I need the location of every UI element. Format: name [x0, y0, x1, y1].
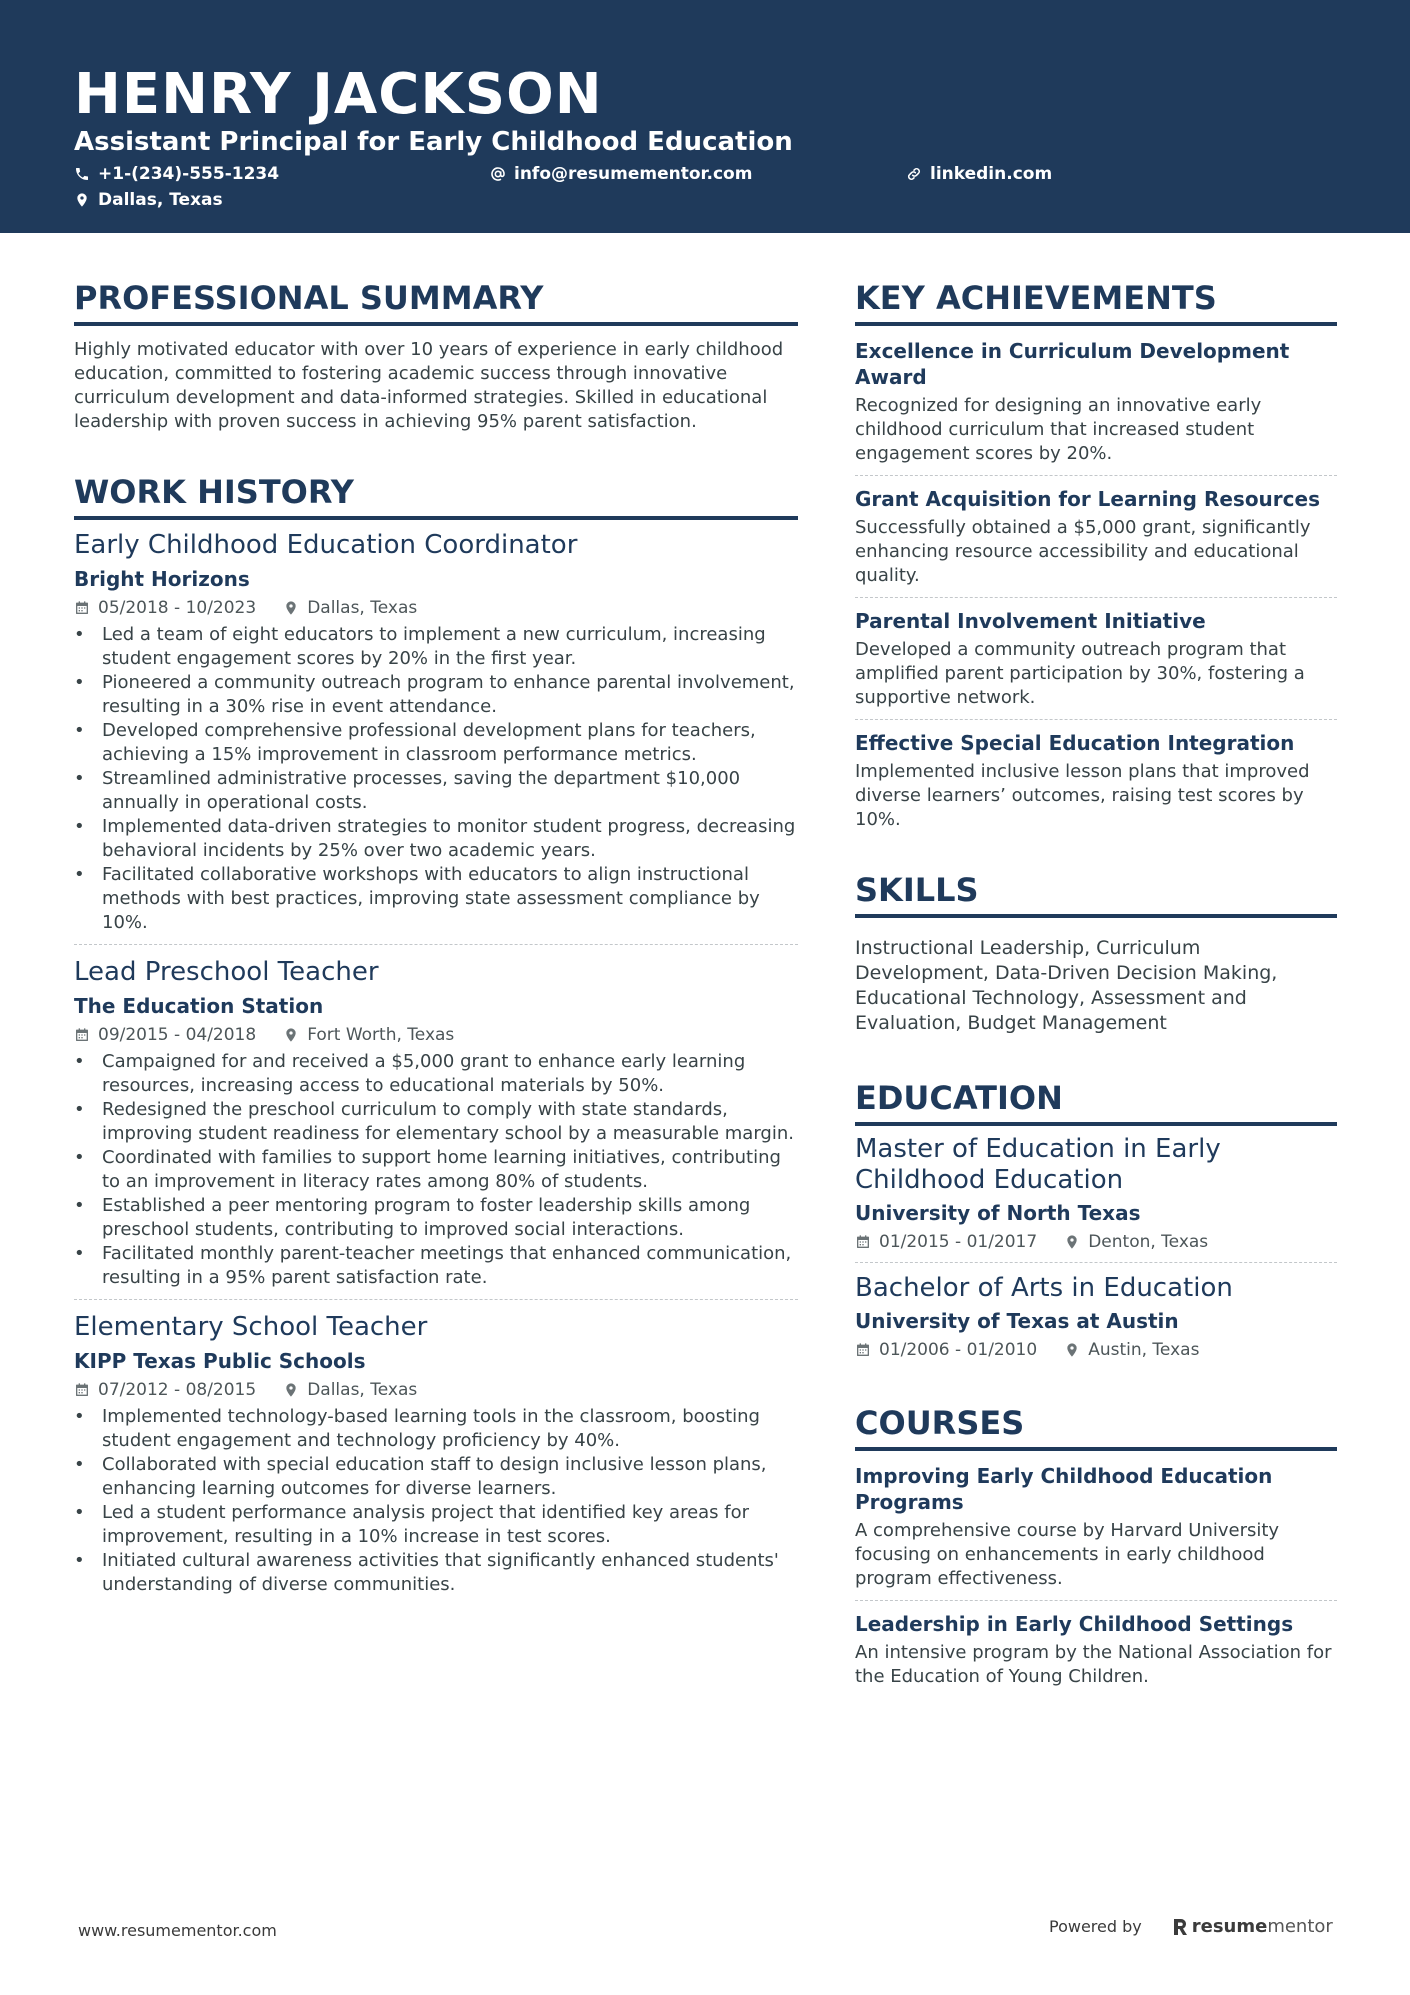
contact-phone	[74, 163, 279, 185]
job-title: Early Childhood Education Coordinator	[74, 530, 578, 560]
right-column	[855, 276, 1337, 1689]
job-entry	[74, 1310, 798, 1597]
school-name: University of Texas at Austin	[855, 1309, 1179, 1333]
divider	[855, 719, 1337, 720]
resume-header	[0, 0, 1410, 233]
summary-section	[74, 276, 798, 434]
achievement-desc: Developed a community outreach program that amplified parent participation by 30%, fostering a supportive network.	[855, 639, 1305, 708]
divider	[74, 1299, 798, 1300]
resumementor-logo-icon	[1172, 1918, 1188, 1936]
job-meta	[74, 1379, 798, 1401]
school-name: University of North Texas	[855, 1201, 1141, 1225]
education-section	[855, 1076, 1337, 1361]
bullet-item: • Led a team of eight educators to implement a new curriculum, increasing student engagement scores by 20% in the first year.	[74, 623, 798, 671]
job-bullets	[74, 1405, 798, 1597]
email-text[interactable]: info@resumementor.com	[514, 164, 753, 184]
achievement-desc: Implemented inclusive lesson plans that improved diverse learners’ outcomes, raising test scores by 10%.	[855, 761, 1310, 830]
achievement-title: Parental Involvement Initiative	[855, 609, 1206, 633]
at-icon	[490, 166, 506, 182]
bullet-item: • Pioneered a community outreach program to enhance parental involvement, resulting in a 30% rise in event attendance.	[74, 671, 798, 719]
skills-text: Instructional Leadership, Curriculum Development, Data-Driven Decision Making, Educational Technology, Assessment and Evaluation, Budget Management	[855, 937, 1278, 1034]
education-location: Denton, Texas	[1088, 1232, 1209, 1252]
job-entry	[74, 528, 798, 935]
job-meta	[74, 1024, 798, 1046]
brand-bold: resume	[1191, 1916, 1268, 1937]
achievement-desc: Recognized for designing an innovative early childhood curriculum that increased student engagement scores by 20%.	[855, 395, 1262, 464]
footer-powered	[1049, 1916, 1333, 1937]
calendar-icon	[74, 1027, 90, 1043]
education-item	[855, 1273, 1337, 1361]
education-location: Austin, Texas	[1088, 1340, 1200, 1360]
job-meta	[74, 597, 798, 619]
achievement-item	[855, 338, 1337, 466]
location-text: Dallas, Texas	[98, 190, 223, 210]
work-history-heading: WORK HISTORY	[74, 470, 798, 520]
work-history-section	[74, 470, 798, 1597]
job-location: Dallas, Texas	[307, 1380, 418, 1400]
achievement-title: Excellence in Curriculum Development Award	[855, 339, 1290, 389]
bullet-item: • Established a peer mentoring program to foster leadership skills among preschool students, contributing to improved social interactions.	[74, 1194, 798, 1242]
degree-title: Master of Education in Early Childhood Education	[855, 1134, 1221, 1195]
powered-by-label: Powered by	[1049, 1917, 1142, 1936]
candidate-title: Assistant Principal for Early Childhood Education	[74, 127, 793, 157]
summary-heading: PROFESSIONAL SUMMARY	[74, 276, 798, 326]
job-dates: 07/2012 - 08/2015	[98, 1380, 257, 1400]
summary-text: Highly motivated educator with over 10 years of experience in early childhood education, committed to fostering academic success through innovative curriculum development and data-informed strategies. Skilled in educational leadership with proven success in achieving 95% parent satisfaction.	[74, 339, 784, 432]
bullet-item: • Coordinated with families to support home learning initiatives, contributing to an improvement in literacy rates among 80% of students.	[74, 1146, 798, 1194]
company-name: KIPP Texas Public Schools	[74, 1349, 366, 1373]
achievement-title: Grant Acquisition for Learning Resources	[855, 487, 1320, 511]
phone-icon	[74, 166, 90, 182]
bullet-item: • Collaborated with special education staff to design inclusive lesson plans, enhancing learning outcomes for diverse learners.	[74, 1453, 798, 1501]
bullet-item: • Implemented technology-based learning tools in the classroom, boosting student engagement and technology proficiency by 40%.	[74, 1405, 798, 1453]
degree-title: Bachelor of Arts in Education	[855, 1273, 1233, 1303]
bullet-item: • Facilitated monthly parent-teacher meetings that enhanced communication, resulting in a 95% parent satisfaction rate.	[74, 1242, 798, 1290]
divider	[855, 1600, 1337, 1601]
achievements-heading: KEY ACHIEVEMENTS	[855, 276, 1337, 326]
brand-light: mentor	[1267, 1916, 1333, 1937]
map-pin-icon	[1064, 1342, 1080, 1358]
job-location: Fort Worth, Texas	[307, 1025, 455, 1045]
bullet-item: • Led a student performance analysis project that identified key areas for improvement, resulting in a 10% increase in test scores.	[74, 1501, 798, 1549]
map-pin-icon	[1064, 1234, 1080, 1250]
map-pin-icon	[283, 1027, 299, 1043]
education-dates: 01/2006 - 01/2010	[879, 1340, 1038, 1360]
achievement-item	[855, 486, 1337, 588]
divider	[74, 944, 798, 945]
contact-location	[74, 189, 223, 211]
course-title: Leadership in Early Childhood Settings	[855, 1612, 1294, 1636]
course-desc: An intensive program by the National Association for the Education of Young Children.	[855, 1642, 1332, 1687]
achievements-section	[855, 276, 1337, 832]
contact-linkedin[interactable]	[906, 163, 1052, 185]
bullet-item: • Implemented data-driven strategies to monitor student progress, decreasing behavioral incidents by 25% over two academic years.	[74, 815, 798, 863]
calendar-icon	[74, 1382, 90, 1398]
job-bullets	[74, 623, 798, 935]
education-meta	[855, 1231, 1337, 1253]
divider	[855, 1262, 1337, 1263]
company-name: The Education Station	[74, 994, 324, 1018]
achievement-title: Effective Special Education Integration	[855, 731, 1295, 755]
linkedin-text[interactable]: linkedin.com	[930, 164, 1053, 184]
job-dates: 09/2015 - 04/2018	[98, 1025, 257, 1045]
calendar-icon	[74, 600, 90, 616]
course-item	[855, 1611, 1337, 1689]
course-item	[855, 1463, 1337, 1591]
calendar-icon	[855, 1234, 871, 1250]
course-title: Improving Early Childhood Education Programs	[855, 1464, 1273, 1514]
course-desc: A comprehensive course by Harvard University focusing on enhancements in early childhood program effectiveness.	[855, 1520, 1280, 1589]
skills-section	[855, 868, 1337, 1036]
footer-website[interactable]: www.resumementor.com	[78, 1921, 277, 1940]
map-pin-icon	[283, 1382, 299, 1398]
brand-logo[interactable]	[1172, 1916, 1333, 1937]
contact-email[interactable]	[490, 163, 752, 185]
education-dates: 01/2015 - 01/2017	[879, 1232, 1038, 1252]
job-title: Elementary School Teacher	[74, 1312, 428, 1342]
link-icon	[906, 166, 922, 182]
candidate-name: HENRY JACKSON	[74, 62, 603, 127]
job-title: Lead Preschool Teacher	[74, 957, 379, 987]
job-entry	[74, 955, 798, 1290]
bullet-item: • Streamlined administrative processes, saving the department $10,000 annually in operational costs.	[74, 767, 798, 815]
education-meta	[855, 1339, 1337, 1361]
courses-section	[855, 1401, 1337, 1689]
map-pin-icon	[74, 192, 90, 208]
calendar-icon	[855, 1342, 871, 1358]
left-column	[74, 276, 798, 1597]
phone-text: +1-(234)-555-1234	[98, 164, 280, 184]
company-name: Bright Horizons	[74, 567, 250, 591]
education-item	[855, 1134, 1337, 1253]
bullet-item: • Initiated cultural awareness activities that significantly enhanced students' understanding of diverse communities.	[74, 1549, 798, 1597]
map-pin-icon	[283, 600, 299, 616]
achievement-desc: Successfully obtained a $5,000 grant, significantly enhancing resource accessibility and educational quality.	[855, 517, 1311, 586]
skills-heading: SKILLS	[855, 868, 1337, 918]
job-dates: 05/2018 - 10/2023	[98, 598, 257, 618]
achievement-item	[855, 608, 1337, 710]
bullet-item: • Redesigned the preschool curriculum to comply with state standards, improving student readiness for elementary school by a measurable margin.	[74, 1098, 798, 1146]
courses-heading: COURSES	[855, 1401, 1337, 1451]
divider	[855, 597, 1337, 598]
job-bullets	[74, 1050, 798, 1290]
bullet-item: • Facilitated collaborative workshops with educators to align instructional methods with best practices, improving state assessment compliance by 10%.	[74, 863, 798, 935]
divider	[855, 475, 1337, 476]
bullet-item: • Developed comprehensive professional development plans for teachers, achieving a 15% improvement in classroom performance metrics.	[74, 719, 798, 767]
job-location: Dallas, Texas	[307, 598, 418, 618]
bullet-item: • Campaigned for and received a $5,000 grant to enhance early learning resources, increasing access to educational materials by 50%.	[74, 1050, 798, 1098]
education-heading: EDUCATION	[855, 1076, 1337, 1126]
achievement-item	[855, 730, 1337, 832]
